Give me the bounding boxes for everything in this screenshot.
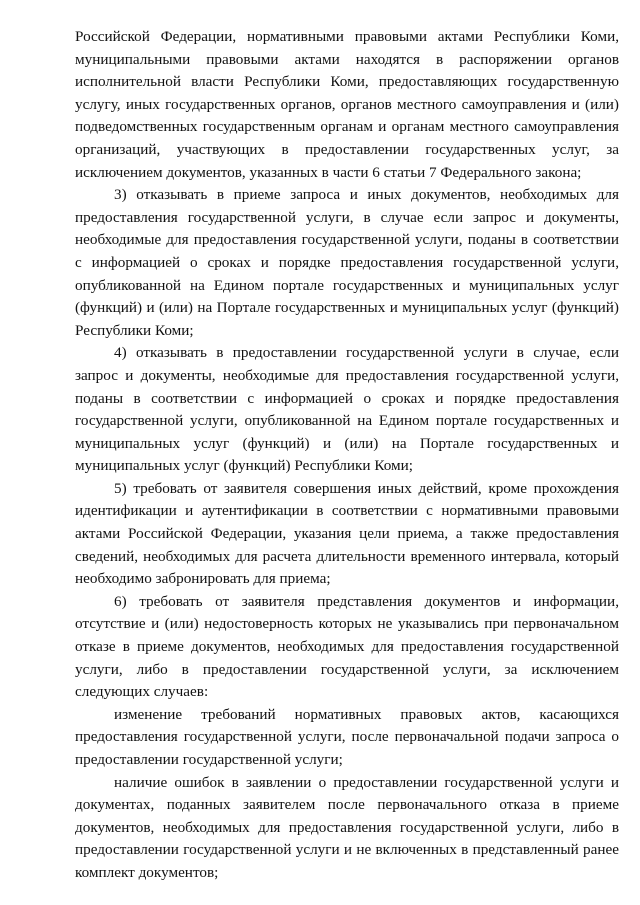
paragraph-item-6: 6) требовать от заявителя представления документов и информации, отсутствие и (или) недостоверность которых не указывались при первоначальном отказе в приеме документов, необходимых для предоставления государственной услуги, либо в предоставлении государственной услуги, за исключением следующих случаев:	[75, 592, 619, 701]
paragraph-item-5: 5) требовать от заявителя совершения иных действий, кроме прохождения идентификации и аутентификации в соответствии с нормативными правовыми актами Российской Федерации, указания цели приема, а также предоставления сведений, необходимых для расчета длительности временного интервала, который необходимо забронировать для приема;	[75, 479, 619, 588]
paragraph-exception-1: изменение требований нормативных правовых актов, касающихся предоставления государственной услуги, после первоначальной подачи запроса о предоставлении государственной услуги;	[75, 705, 619, 768]
paragraph-continuation: Российской Федерации, нормативными правовыми актами Республики Коми, муниципальными правовыми актами находятся в распоряжении органов исполнительной власти Республики Коми, предоставляющих государственную услугу, иных государственных органов, органов местного самоуправления и (или) подведомственных государственным органам и органам местного самоуправления организаций, участвующих в предоставлении государственных услуг, за исключением документов, указанных в части 6 статьи 7 Федерального закона;	[75, 28, 619, 181]
document-body	[75, 26, 619, 885]
paragraph-item-3: 3) отказывать в приеме запроса и иных документов, необходимых для предоставления государственной услуги, в случае если запрос и документы, необходимые для предоставления государственной услуги, поданы в соответствии с информацией о сроках и порядке предоставления государственной услуги, опубликованной на Едином портале государственных и муниципальных услуг (функций) и (или) на Портале государственных и муниципальных услуг (функций) Республики Коми;	[75, 186, 619, 339]
paragraph-item-4: 4) отказывать в предоставлении государственной услуги в случае, если запрос и документы, необходимые для предоставления государственной услуги, поданы в соответствии с информацией о сроках и порядке предоставления государственной услуги, опубликованной на Едином портале государственных и муниципальных услуг (функций) и (или) на Портале государственных и муниципальных услуг (функций) Республики Коми;	[75, 344, 619, 475]
paragraph-exception-2: наличие ошибок в заявлении о предоставлении государственной услуги и документах, поданных заявителем после первоначального отказа в приеме документов, необходимых для предоставления государственной услуги, либо в предоставлении государственной услуги и не включенных в представленный ранее комплект документов;	[75, 773, 619, 881]
